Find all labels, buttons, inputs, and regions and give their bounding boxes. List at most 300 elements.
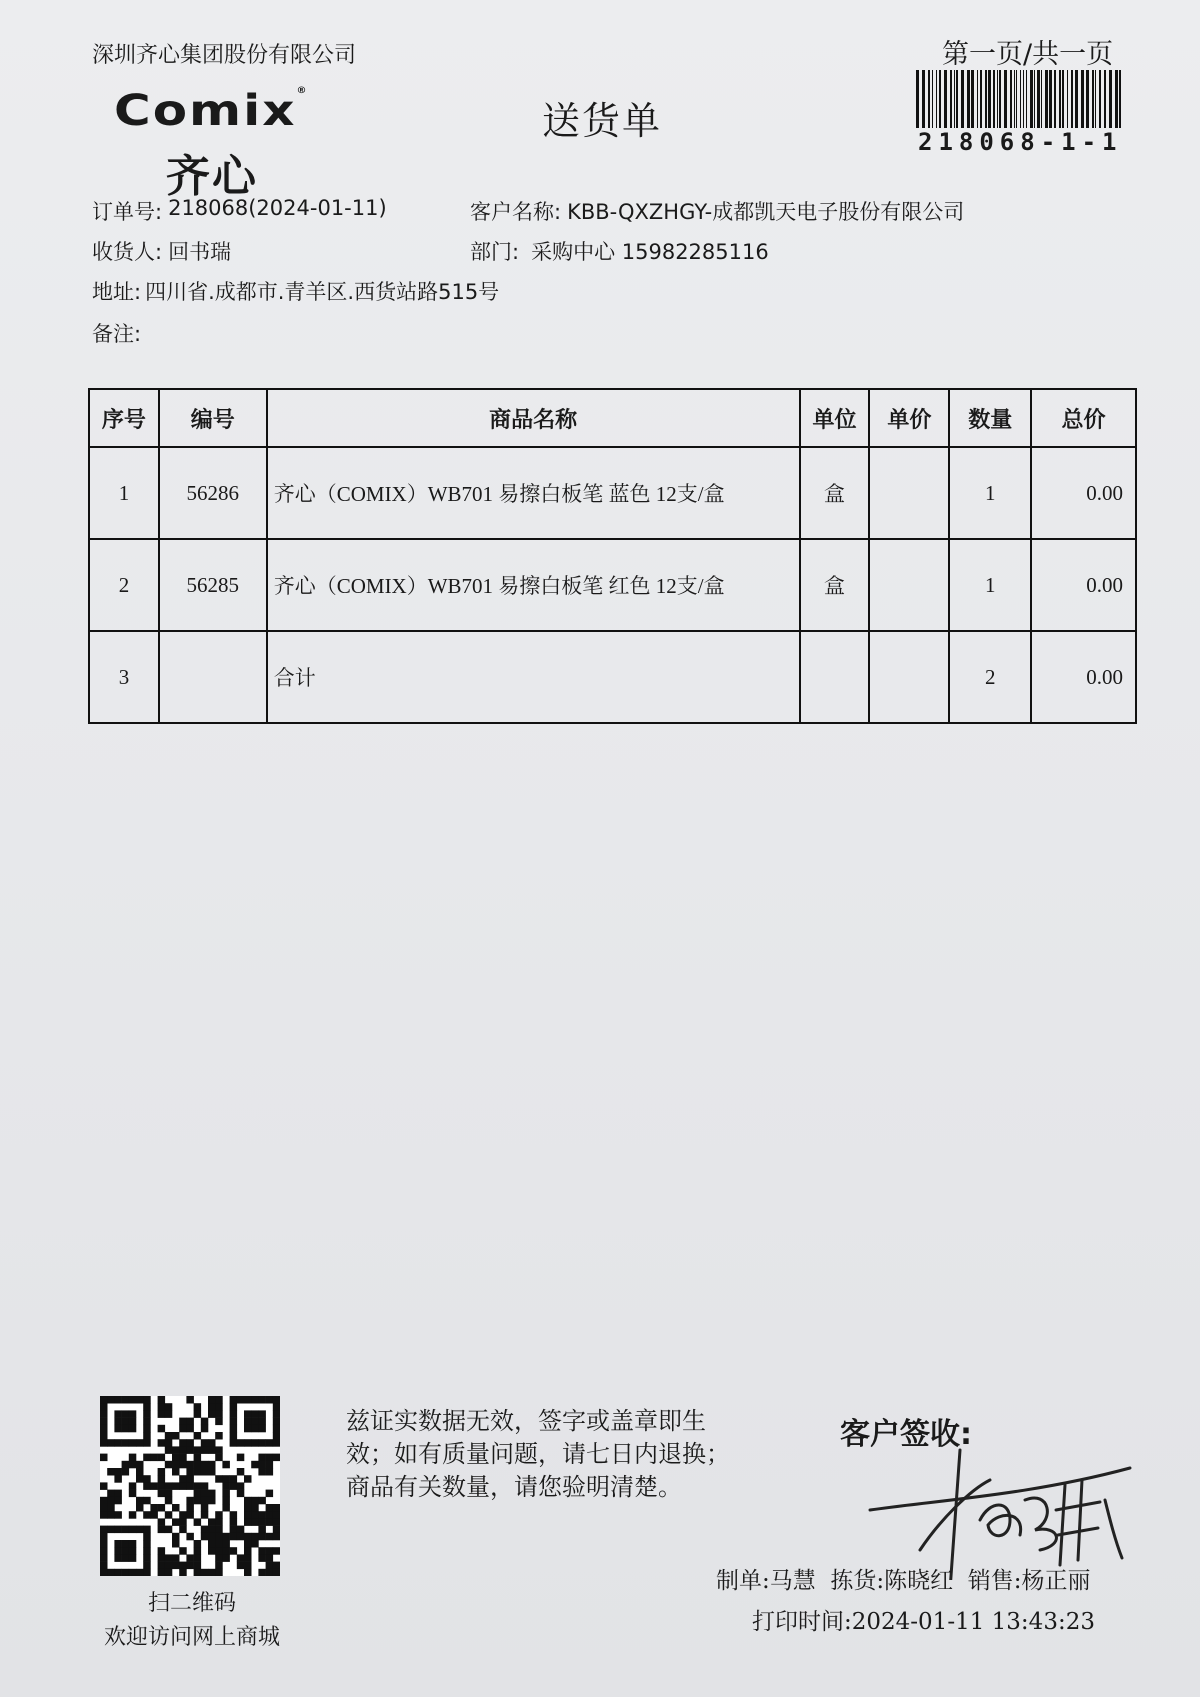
- qr-module: [244, 1554, 252, 1562]
- qr-module: [208, 1446, 216, 1454]
- qr-module: [258, 1533, 266, 1541]
- qr-module: [122, 1418, 130, 1426]
- qr-module: [158, 1439, 166, 1447]
- qr-module: [237, 1526, 245, 1534]
- table-row: [89, 539, 1136, 631]
- qr-module: [273, 1403, 280, 1411]
- qr-module: [172, 1518, 180, 1526]
- qr-module: [158, 1468, 166, 1476]
- qr-module: [122, 1554, 130, 1562]
- qr-module: [172, 1482, 180, 1490]
- qr-module: [244, 1418, 252, 1426]
- qr-module: [107, 1497, 115, 1505]
- qr-module: [201, 1446, 209, 1454]
- col-header-qty: 数量: [949, 389, 1031, 447]
- logo: [114, 86, 309, 135]
- qr-module: [230, 1547, 238, 1555]
- qr-module: [244, 1562, 252, 1570]
- qr-module: [114, 1511, 122, 1519]
- qr-module: [114, 1425, 122, 1433]
- qr-module: [100, 1432, 108, 1440]
- qr-module: [222, 1475, 230, 1483]
- qr-module: [129, 1454, 137, 1462]
- qr-module: [201, 1504, 209, 1512]
- qr-module: [208, 1533, 216, 1541]
- qr-module: [244, 1396, 252, 1404]
- logo-chinese: 齐心: [166, 151, 258, 202]
- qr-module: [266, 1396, 274, 1404]
- qr-module: [179, 1418, 187, 1426]
- qr-module: [136, 1439, 144, 1447]
- qr-module: [136, 1475, 144, 1483]
- qr-module: [251, 1461, 259, 1469]
- qr-module: [194, 1410, 202, 1418]
- qr-module: [143, 1526, 151, 1534]
- page-indicator: 第一页/共一页: [942, 39, 1114, 70]
- qr-module: [165, 1432, 173, 1440]
- qr-module: [143, 1425, 151, 1433]
- qr-module: [215, 1418, 223, 1426]
- qr-module: [100, 1511, 108, 1519]
- qr-module: [158, 1504, 166, 1512]
- qr-module: [244, 1497, 252, 1505]
- qr-module: [100, 1497, 108, 1505]
- qr-module: [107, 1511, 115, 1519]
- qr-module: [165, 1562, 173, 1570]
- qr-module: [237, 1468, 245, 1476]
- barcode-number: 218068-1-1: [918, 128, 1123, 156]
- qr-module: [215, 1454, 223, 1462]
- staff-info: 制单:马慧 拣货:陈晓红 销售:杨正丽: [716, 1568, 1091, 1594]
- qr-module: [258, 1468, 266, 1476]
- qr-module: [237, 1562, 245, 1570]
- qr-module: [129, 1569, 137, 1576]
- qr-module: [251, 1410, 259, 1418]
- qr-module: [179, 1461, 187, 1469]
- qr-module: [143, 1403, 151, 1411]
- qr-module: [251, 1511, 259, 1519]
- qr-module: [114, 1418, 122, 1426]
- qr-module: [201, 1482, 209, 1490]
- qr-module: [186, 1468, 194, 1476]
- qr-module: [201, 1461, 209, 1469]
- qr-module: [100, 1396, 108, 1404]
- qr-module: [208, 1569, 216, 1576]
- qr-module: [114, 1540, 122, 1548]
- qr-module: [201, 1490, 209, 1498]
- qr-module: [100, 1533, 108, 1541]
- qr-module: [107, 1504, 115, 1512]
- qr-module: [244, 1410, 252, 1418]
- qr-module: [194, 1403, 202, 1411]
- qr-module: [266, 1490, 274, 1498]
- qr-module: [273, 1547, 280, 1555]
- qr-module: [143, 1410, 151, 1418]
- table-header-row: [89, 389, 1136, 447]
- qr-module: [179, 1547, 187, 1555]
- col-header-price: 单价: [869, 389, 949, 447]
- qr-module: [136, 1504, 144, 1512]
- qr-module: [266, 1518, 274, 1526]
- qr-module: [143, 1396, 151, 1404]
- registered-mark-icon: ®: [296, 86, 309, 96]
- qr-module: [273, 1432, 280, 1440]
- qr-module: [158, 1403, 166, 1411]
- qr-module: [222, 1461, 230, 1469]
- qr-module: [158, 1518, 166, 1526]
- qr-module: [143, 1533, 151, 1541]
- qr-module: [107, 1526, 115, 1534]
- qr-module: [258, 1511, 266, 1519]
- qr-module: [179, 1475, 187, 1483]
- qr-module: [143, 1554, 151, 1562]
- document-title: 送货单: [542, 99, 663, 143]
- qr-module: [186, 1482, 194, 1490]
- qr-module: [273, 1569, 280, 1576]
- qr-module: [194, 1490, 202, 1498]
- qr-module: [208, 1403, 216, 1411]
- order-value: 218068(2024-01-11): [168, 196, 387, 220]
- cell-qty: 1: [949, 447, 1031, 539]
- qr-module: [215, 1518, 223, 1526]
- qr-module: [215, 1475, 223, 1483]
- qr-module: [179, 1511, 187, 1519]
- qr-module: [222, 1482, 230, 1490]
- qr-module: [244, 1504, 252, 1512]
- cell-unit: [800, 631, 870, 723]
- qr-module: [129, 1418, 137, 1426]
- qr-module: [201, 1511, 209, 1519]
- qr-module: [230, 1475, 238, 1483]
- qr-module: [158, 1475, 166, 1483]
- qr-module: [122, 1396, 130, 1404]
- qr-module: [143, 1562, 151, 1570]
- qr-module: [230, 1526, 238, 1534]
- qr-module: [222, 1547, 230, 1555]
- qr-module: [107, 1439, 115, 1447]
- qr-module: [208, 1490, 216, 1498]
- qr-module: [208, 1526, 216, 1534]
- qr-module: [100, 1547, 108, 1555]
- cell-total: 0.00: [1031, 539, 1136, 631]
- qr-module: [143, 1482, 151, 1490]
- qr-module: [266, 1554, 274, 1562]
- qr-module: [208, 1461, 216, 1469]
- qr-module: [251, 1533, 259, 1541]
- qr-module: [186, 1418, 194, 1426]
- qr-module: [122, 1526, 130, 1534]
- qr-module: [230, 1410, 238, 1418]
- qr-module: [165, 1554, 173, 1562]
- qr-module: [251, 1439, 259, 1447]
- table-row: [89, 447, 1136, 539]
- qr-module: [114, 1439, 122, 1447]
- cell-name: 合计: [267, 631, 800, 723]
- qr-module: [186, 1562, 194, 1570]
- qr-module: [143, 1547, 151, 1555]
- qr-module: [273, 1410, 280, 1418]
- qr-module: [258, 1439, 266, 1447]
- qr-module: [158, 1425, 166, 1433]
- qr-module: [179, 1569, 187, 1576]
- cell-price: [869, 631, 949, 723]
- order-number-field: [92, 196, 387, 226]
- qr-module: [273, 1504, 280, 1512]
- qr-module: [100, 1526, 108, 1534]
- qr-module: [172, 1504, 180, 1512]
- cell-qty: 1: [949, 539, 1031, 631]
- qr-module: [273, 1533, 280, 1541]
- qr-module: [136, 1396, 144, 1404]
- print-time: 打印时间:2024-01-11 13:43:23: [752, 1609, 1095, 1635]
- qr-module: [129, 1425, 137, 1433]
- qr-module: [129, 1461, 137, 1469]
- qr-module: [114, 1547, 122, 1555]
- col-header-total: 总价: [1031, 389, 1136, 447]
- qr-module: [273, 1396, 280, 1404]
- qr-module: [251, 1518, 259, 1526]
- qr-module: [150, 1482, 158, 1490]
- qr-module: [215, 1446, 223, 1454]
- qr-module: [201, 1418, 209, 1426]
- barcode-gap: [1121, 70, 1122, 128]
- qr-module: [194, 1454, 202, 1462]
- qr-module: [165, 1497, 173, 1505]
- qr-module: [244, 1511, 252, 1519]
- qr-module: [201, 1526, 209, 1534]
- cell-name: 齐心（COMIX）WB701 易擦白板笔 蓝色 12支/盒: [267, 447, 800, 539]
- qr-module: [122, 1410, 130, 1418]
- qr-module: [244, 1425, 252, 1433]
- cell-unit: 盒: [800, 539, 870, 631]
- qr-module: [122, 1468, 130, 1476]
- qr-module: [143, 1540, 151, 1548]
- qr-module: [150, 1511, 158, 1519]
- department-field: [470, 236, 769, 266]
- qr-module: [186, 1396, 194, 1404]
- receiver-label: 收货人:: [92, 240, 163, 264]
- qr-module: [208, 1410, 216, 1418]
- qr-module: [230, 1511, 238, 1519]
- qr-module: [251, 1396, 259, 1404]
- qr-module: [129, 1439, 137, 1447]
- qr-module: [258, 1425, 266, 1433]
- qr-module: [136, 1468, 144, 1476]
- qr-module: [179, 1518, 187, 1526]
- qr-module: [114, 1475, 122, 1483]
- qr-module: [165, 1511, 173, 1519]
- qr-module: [215, 1403, 223, 1411]
- qr-module: [266, 1569, 274, 1576]
- address-value: 四川省.成都市.青羊区.西货站路515号: [145, 280, 500, 304]
- qr-module: [100, 1418, 108, 1426]
- qr-module: [143, 1418, 151, 1426]
- qr-module: [136, 1526, 144, 1534]
- qr-caption-line-2: 欢迎访问网上商城: [103, 1625, 280, 1650]
- qr-module: [215, 1562, 223, 1570]
- qr-module: [258, 1454, 266, 1462]
- qr-module: [158, 1482, 166, 1490]
- qr-module: [230, 1418, 238, 1426]
- department-value: 采购中心 15982285116: [531, 240, 769, 264]
- col-header-no: 序号: [89, 389, 159, 447]
- qr-module: [172, 1432, 180, 1440]
- qr-module: [136, 1497, 144, 1505]
- qr-module: [114, 1410, 122, 1418]
- qr-module: [208, 1518, 216, 1526]
- qr-module: [273, 1425, 280, 1433]
- qr-module: [222, 1504, 230, 1512]
- qr-module: [143, 1569, 151, 1576]
- qr-module: [194, 1547, 202, 1555]
- receiver-field: [92, 236, 231, 266]
- cell-no: 2: [89, 539, 159, 631]
- qr-module: [165, 1482, 173, 1490]
- qr-module: [172, 1446, 180, 1454]
- items-table: [88, 388, 1137, 724]
- qr-module: [194, 1482, 202, 1490]
- qr-module: [172, 1468, 180, 1476]
- col-header-code: 编号: [159, 389, 267, 447]
- barcode: [916, 70, 1126, 128]
- qr-module: [165, 1410, 173, 1418]
- qr-module: [237, 1533, 245, 1541]
- qr-module: [230, 1439, 238, 1447]
- qr-module: [215, 1554, 223, 1562]
- qr-module: [165, 1526, 173, 1534]
- qr-module: [244, 1439, 252, 1447]
- qr-module: [208, 1540, 216, 1548]
- qr-module: [186, 1461, 194, 1469]
- qr-module: [266, 1562, 274, 1570]
- qr-module: [129, 1396, 137, 1404]
- qr-module: [230, 1533, 238, 1541]
- qr-module: [251, 1497, 259, 1505]
- qr-module: [172, 1554, 180, 1562]
- qr-module: [114, 1554, 122, 1562]
- cell-code: 56286: [159, 447, 267, 539]
- qr-module: [122, 1569, 130, 1576]
- qr-module: [179, 1425, 187, 1433]
- qr-module: [165, 1490, 173, 1498]
- qr-module: [129, 1540, 137, 1548]
- cell-unit: 盒: [800, 447, 870, 539]
- qr-module: [266, 1461, 274, 1469]
- qr-module: [208, 1439, 216, 1447]
- qr-module: [186, 1446, 194, 1454]
- qr-module: [201, 1468, 209, 1476]
- customer-sign-label: 客户签收:: [840, 1417, 972, 1452]
- company-name: 深圳齐心集团股份有限公司: [92, 43, 357, 68]
- qr-module: [237, 1439, 245, 1447]
- qr-module: [136, 1461, 144, 1469]
- qr-module: [172, 1454, 180, 1462]
- qr-module: [143, 1497, 151, 1505]
- qr-module: [114, 1497, 122, 1505]
- qr-module: [258, 1410, 266, 1418]
- qr-module: [107, 1490, 115, 1498]
- qr-module: [230, 1518, 238, 1526]
- qr-module: [201, 1439, 209, 1447]
- receiver-value: 回书瑞: [168, 240, 232, 264]
- qr-module: [230, 1482, 238, 1490]
- cell-price: [869, 447, 949, 539]
- qr-module: [129, 1547, 137, 1555]
- qr-module: [186, 1425, 194, 1433]
- qr-module: [150, 1504, 158, 1512]
- qr-module: [186, 1504, 194, 1512]
- qr-module: [100, 1403, 108, 1411]
- notice-line-1: 兹证实数据无效，签字或盖章即生: [346, 1407, 706, 1435]
- qr-module: [266, 1439, 274, 1447]
- qr-module: [122, 1547, 130, 1555]
- qr-module: [258, 1461, 266, 1469]
- qr-module: [129, 1511, 137, 1519]
- qr-module: [107, 1396, 115, 1404]
- qr-module: [208, 1396, 216, 1404]
- qr-module: [129, 1526, 137, 1534]
- qr-module: [258, 1526, 266, 1534]
- qr-module: [165, 1569, 173, 1576]
- qr-code-icon[interactable]: [100, 1396, 280, 1576]
- qr-module: [179, 1454, 187, 1462]
- cell-code: 56285: [159, 539, 267, 631]
- qr-module: [186, 1554, 194, 1562]
- qr-module: [186, 1511, 194, 1519]
- qr-module: [129, 1410, 137, 1418]
- qr-module: [194, 1446, 202, 1454]
- qr-module: [237, 1554, 245, 1562]
- qr-module: [100, 1554, 108, 1562]
- qr-module: [230, 1396, 238, 1404]
- qr-module: [258, 1418, 266, 1426]
- logo-text: Comix: [114, 86, 297, 136]
- qr-module: [158, 1526, 166, 1534]
- qr-module: [129, 1554, 137, 1562]
- qr-module: [100, 1562, 108, 1570]
- qr-module: [273, 1518, 280, 1526]
- cell-name: 齐心（COMIX）WB701 易擦白板笔 红色 12支/盒: [267, 539, 800, 631]
- qr-module: [100, 1569, 108, 1576]
- qr-module: [143, 1511, 151, 1519]
- qr-module: [273, 1418, 280, 1426]
- qr-module: [230, 1425, 238, 1433]
- qr-module: [194, 1518, 202, 1526]
- qr-module: [100, 1504, 108, 1512]
- qr-module: [237, 1396, 245, 1404]
- qr-module: [100, 1482, 108, 1490]
- qr-module: [258, 1396, 266, 1404]
- qr-module: [100, 1425, 108, 1433]
- qr-module: [215, 1526, 223, 1534]
- qr-module: [230, 1403, 238, 1411]
- qr-module: [258, 1497, 266, 1505]
- qr-module: [215, 1396, 223, 1404]
- qr-module: [114, 1569, 122, 1576]
- cell-price: [869, 539, 949, 631]
- qr-module: [194, 1468, 202, 1476]
- qr-module: [194, 1432, 202, 1440]
- qr-module: [244, 1569, 252, 1576]
- notice-line-2: 效；如有质量问题，请七日内退换；: [346, 1440, 730, 1468]
- qr-module: [266, 1511, 274, 1519]
- qr-module: [129, 1490, 137, 1498]
- qr-module: [179, 1482, 187, 1490]
- col-header-unit: 单位: [800, 389, 870, 447]
- qr-module: [122, 1461, 130, 1469]
- qr-module: [251, 1504, 259, 1512]
- qr-module: [194, 1497, 202, 1505]
